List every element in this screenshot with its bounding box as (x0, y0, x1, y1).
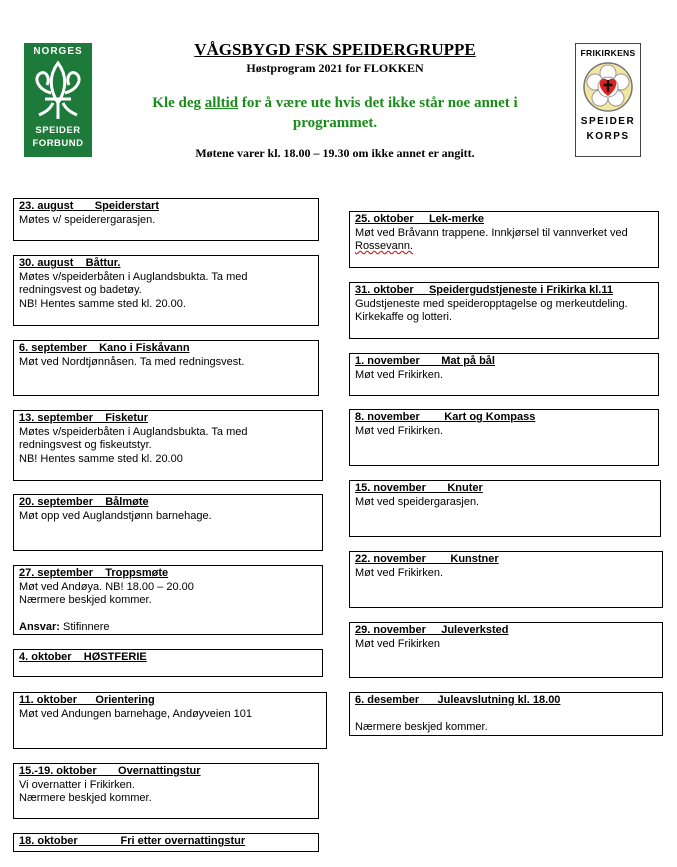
event-box (349, 480, 661, 537)
event-box (349, 282, 659, 339)
event-line: Møtes v/speiderbåten i Auglandsbukta. Ta med (19, 270, 248, 283)
event-box (349, 622, 663, 678)
event-heading: 29. november Juleverksted (355, 624, 509, 636)
event-line: Møt ved Frikirken (355, 637, 440, 650)
event-line: Møt ved Frikirken. (355, 566, 444, 579)
logo-left-bottom-text-2: FORBUND (32, 138, 84, 149)
event-box (13, 649, 323, 677)
event-box (349, 211, 659, 268)
luther-rose-icon (582, 61, 634, 113)
event-line: NB! Hentes samme sted kl. 20.00. (19, 297, 186, 310)
event-box (13, 410, 323, 481)
logo-left-bottom-text-1: SPEIDER (35, 125, 81, 136)
logo-right-bottom-text-1: SPEIDER (580, 116, 636, 127)
event-heading: 6. desember Juleavslutning kl. 18.00 (355, 694, 561, 706)
frikirkens-speiderkorps-logo (575, 43, 641, 157)
event-line (355, 708, 657, 722)
event-line: Gudstjeneste med speideropptagelse og merkeutdeling. (355, 297, 628, 310)
event-heading: 4. oktober HØSTFERIE (19, 651, 147, 663)
event-heading: 15. november Knuter (355, 482, 483, 494)
dress-notice (125, 93, 545, 133)
event-line: Møt ved Nordtjønnåsen. Ta med redningsvest. (19, 355, 245, 368)
event-heading: 27. september Troppsmøte (19, 567, 169, 579)
event-heading: 13. september Fisketur (19, 412, 148, 424)
event-line: Vi overnatter i Frikirken. (19, 778, 135, 791)
event-box (349, 353, 659, 396)
event-line: Møt ved Andungen barnehage, Andøyveien 101 (19, 707, 253, 720)
fleur-de-lis-icon (31, 59, 85, 123)
event-box (349, 551, 663, 608)
notice-before: Kle deg (152, 95, 205, 111)
event-responsible (19, 621, 317, 635)
responsible-value: Stifinnere (59, 621, 110, 633)
logo-right-top-text: FRIKIRKENS (580, 48, 636, 58)
event-line-misspelled: Rossevann. (355, 240, 414, 252)
event-line: Nærmere beskjed kommer. (19, 792, 152, 804)
event-heading: 8. november Kart og Kompass (355, 411, 536, 423)
event-box (349, 692, 663, 736)
event-box (13, 255, 319, 326)
event-heading: 18. oktober Fri etter overnattingstur (19, 835, 246, 847)
event-heading: 15.-19. oktober Overnattingstur (19, 765, 201, 777)
event-heading: 22. november Kunstner (355, 553, 499, 565)
norges-speiderforbund-logo (24, 43, 92, 157)
logo-right-bottom-text-2: KORPS (586, 131, 630, 142)
event-box (13, 198, 319, 241)
event-line: Møtes v/speiderbåten i Auglandsbukta. Ta med (19, 425, 248, 438)
event-line: Møt ved Frikirken. (355, 368, 444, 381)
event-box (13, 565, 323, 635)
event-line: Møt ved Andøya. NB! 18.00 – 20.00 (19, 580, 194, 593)
event-heading: 6. september Kano i Fiskåvann (19, 342, 190, 354)
event-line: Nærmere beskjed kommer. (19, 594, 152, 606)
event-heading: 31. oktober Speidergudstjeneste i Frikirka kl.11 (355, 284, 613, 296)
event-line: NB! Hentes samme sted kl. 20.00 (19, 452, 183, 465)
event-box (13, 692, 327, 749)
page-title: VÅGSBYGD FSK SPEIDERGRUPPE (194, 40, 476, 59)
event-box (13, 833, 319, 852)
event-heading: 25. oktober Lek-merke (355, 213, 484, 225)
logo-left-top-text: NORGES (33, 46, 83, 57)
event-box (13, 494, 323, 551)
event-line: Nærmere beskjed kommer. (355, 721, 488, 733)
event-line: redningsvest og fiskeutstyr. (19, 439, 152, 451)
event-heading: 11. oktober Orientering (19, 694, 155, 706)
page-subtitle: Høstprogram 2021 for FLOKKEN (246, 61, 424, 75)
event-line: Møt ved speidergarasjen. (355, 495, 480, 508)
event-line: Møt ved Frikirken. (355, 424, 444, 437)
event-heading: 20. september Bålmøte (19, 496, 149, 508)
event-heading: 1. november Mat på bål (355, 355, 495, 367)
event-heading: 23. august Speiderstart (19, 200, 159, 212)
responsible-label: Ansvar: (19, 621, 60, 633)
event-line: Møt opp ved Auglandstjønn barnehage. (19, 509, 212, 522)
event-box (13, 340, 319, 396)
meeting-times: Møtene varer kl. 18.00 – 19.30 om ikke annet er angitt. (195, 146, 475, 160)
event-box (349, 409, 659, 466)
event-spacer (19, 608, 317, 622)
event-line: redningsvest og badetøy. (19, 284, 142, 296)
event-line: Kirkekaffe og lotteri. (355, 311, 453, 323)
event-heading: 30. august Båttur. (19, 257, 121, 269)
notice-after: for å være ute hvis det ikke står noe annet i programmet. (238, 95, 518, 131)
event-box (13, 763, 319, 819)
notice-emphasis: alltid (204, 95, 239, 111)
event-line: Møt ved Bråvann trappene. Innkjørsel til vannverket ved (355, 226, 628, 239)
event-line: Møtes v/ speiderergarasjen. (19, 213, 156, 226)
